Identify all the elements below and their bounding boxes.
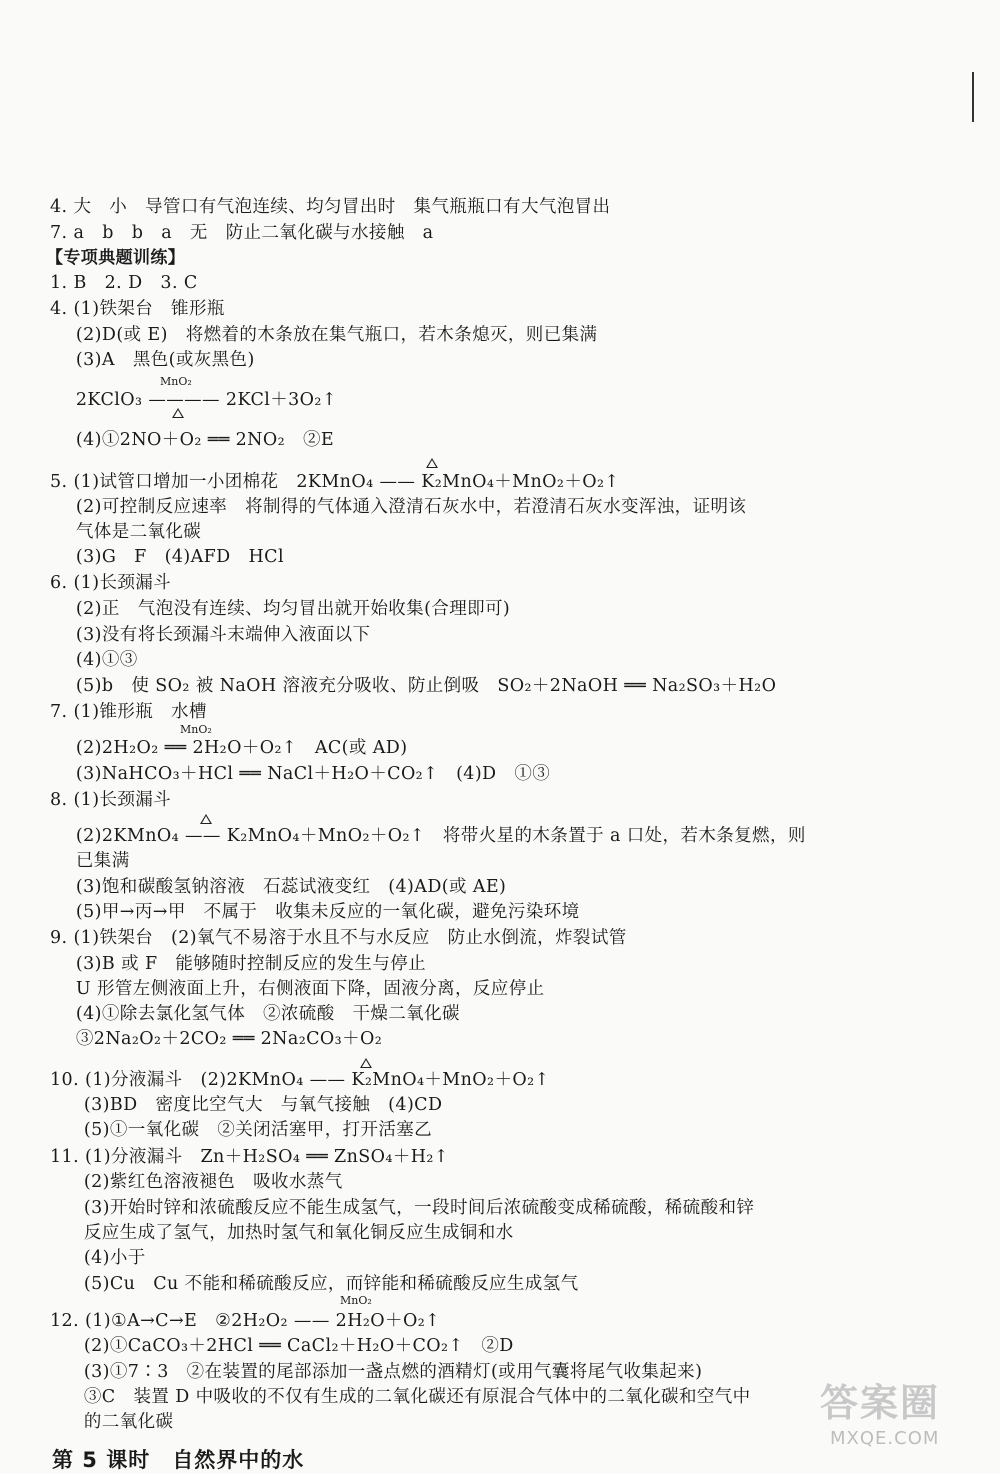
answer-line: 1. B 2. D 3. C bbox=[50, 273, 198, 293]
answer-line: (3)开始时锌和浓硫酸反应不能生成氢气，一段时间后浓硫酸变成稀硫酸，稀硫酸和锌 bbox=[66, 1198, 755, 1218]
answer-line: 2KClO₃ ———— 2KCl＋3O₂↑ bbox=[58, 390, 337, 410]
answer-line: 气体是二氧化碳 bbox=[58, 522, 202, 542]
answer-line: (3)没有将长颈漏斗末端伸入液面以下 bbox=[58, 625, 371, 645]
answer-line: U 形管左侧液面上升，右侧液面下降，固液分离，反应停止 bbox=[58, 979, 545, 999]
lesson-title: 第 5 课时 自然界中的水 bbox=[52, 1448, 305, 1472]
answer-line: (2)2H₂O₂ ══ 2H₂O＋O₂↑ AC(或 AD) bbox=[58, 738, 408, 758]
answer-line: (4)小于 bbox=[66, 1248, 146, 1268]
watermark-logo: 答案圈 bbox=[820, 1381, 941, 1425]
answer-line: (3)BD 密度比空气大 与氧气接触 (4)CD bbox=[66, 1095, 443, 1115]
reaction-condition-catalyst: MnO₂ bbox=[180, 723, 212, 736]
answer-line: (4)①除去氯化氢气体 ②浓硫酸 干燥二氧化碳 bbox=[58, 1004, 460, 1024]
heat-triangle-icon bbox=[426, 458, 438, 468]
section-heading: 【专项典题训练】 bbox=[46, 248, 186, 268]
answer-line: (5)甲→丙→甲 不属于 收集未反应的一氧化碳，避免污染环境 bbox=[58, 902, 580, 922]
answer-line: (3)饱和碳酸氢钠溶液 石蕊试液变红 (4)AD(或 AE) bbox=[58, 877, 507, 897]
answer-line: 7. (1)锥形瓶 水槽 bbox=[50, 702, 207, 722]
watermark-url: MXQE.COM bbox=[830, 1428, 940, 1449]
answer-line: (3)①7∶3 ②在装置的尾部添加一盏点燃的酒精灯(或用气囊将尾气收集起来) bbox=[66, 1362, 703, 1382]
answer-line: (3)G F (4)AFD HCl bbox=[58, 547, 284, 567]
answer-line: 7. a b b a 无 防止二氧化碳与水接触 a bbox=[50, 223, 434, 243]
answer-line: (2)①CaCO₃＋2HCl ══ CaCl₂＋H₂O＋CO₂↑ ②D bbox=[66, 1336, 514, 1356]
answer-line: 8. (1)长颈漏斗 bbox=[50, 790, 172, 810]
answer-line: (3)B 或 F 能够随时控制反应的发生与停止 bbox=[58, 954, 427, 974]
answer-line: 12. (1)①A→C→E ②2H₂O₂ —— 2H₂O＋O₂↑ bbox=[50, 1311, 441, 1331]
answer-line: (5)b 使 SO₂ 被 NaOH 溶液充分吸收、防止倒吸 SO₂＋2NaOH ══ Na₂SO₃＋H₂O bbox=[58, 676, 777, 696]
answer-line: 已集满 bbox=[58, 851, 130, 871]
answer-line: 10. (1)分液漏斗 (2)2KMnO₄ —— K₂MnO₄＋MnO₂＋O₂↑ bbox=[50, 1070, 550, 1090]
answer-line: 5. (1)试管口增加一小团棉花 2KMnO₄ —— K₂MnO₄＋MnO₂＋O₂↑ bbox=[50, 472, 620, 492]
answer-line: 4. 大 小 导管口有气泡连续、均匀冒出时 集气瓶瓶口有大气泡冒出 bbox=[50, 197, 611, 217]
answer-line: (3)A 黑色(或灰黑色) bbox=[58, 350, 255, 370]
answer-line: (2)正 气泡没有连续、均匀冒出就开始收集(合理即可) bbox=[58, 599, 511, 619]
answer-line: (5)①一氧化碳 ②关闭活塞甲，打开活塞乙 bbox=[66, 1120, 433, 1140]
answer-line: (2)可控制反应速率 将制得的气体通入澄清石灰水中，若澄清石灰水变浑浊，证明该 bbox=[58, 497, 747, 517]
edge-mark bbox=[972, 72, 974, 122]
answer-line: (2)D(或 E) 将燃着的木条放在集气瓶口，若木条熄灭，则已集满 bbox=[58, 325, 598, 345]
answer-line: ③2Na₂O₂＋2CO₂ ══ 2Na₂CO₃＋O₂ bbox=[58, 1029, 383, 1049]
answer-line: (3)NaHCO₃＋HCl ══ NaCl＋H₂O＋CO₂↑ (4)D ①③ bbox=[58, 764, 551, 784]
answer-line: 4. (1)铁架台 锥形瓶 bbox=[50, 299, 225, 319]
reaction-condition-catalyst: MnO₂ bbox=[160, 375, 192, 388]
answer-line: (4)①③ bbox=[58, 650, 138, 670]
answer-line: (5)Cu Cu 不能和稀硫酸反应，而锌能和稀硫酸反应生成氢气 bbox=[66, 1274, 579, 1294]
reaction-condition-catalyst: MnO₂ bbox=[340, 1294, 372, 1307]
answer-line: 反应生成了氢气，加热时氢气和氧化铜反应生成铜和水 bbox=[66, 1223, 514, 1243]
answer-line: 的二氧化碳 bbox=[66, 1412, 174, 1432]
answer-line: ③C 装置 D 中吸收的不仅有生成的二氧化碳还有原混合气体中的二氧化碳和空气中 bbox=[66, 1387, 751, 1407]
answer-line: (2)2KMnO₄ —— K₂MnO₄＋MnO₂＋O₂↑ 将带火星的木条置于 a 口处，若木条复燃，则 bbox=[58, 826, 806, 846]
answer-line: 11. (1)分液漏斗 Zn＋H₂SO₄ ══ ZnSO₄＋H₂↑ bbox=[50, 1147, 449, 1167]
heat-triangle-icon bbox=[360, 1058, 372, 1068]
answer-line: (2)紫红色溶液褪色 吸收水蒸气 bbox=[66, 1172, 343, 1192]
heat-triangle-icon bbox=[200, 814, 212, 824]
answer-line: 6. (1)长颈漏斗 bbox=[50, 573, 172, 593]
answer-line: 9. (1)铁架台 (2)氧气不易溶于水且不与水反应 防止水倒流，炸裂试管 bbox=[50, 928, 627, 948]
answer-line: (4)①2NO＋O₂ ══ 2NO₂ ②E bbox=[58, 430, 335, 450]
